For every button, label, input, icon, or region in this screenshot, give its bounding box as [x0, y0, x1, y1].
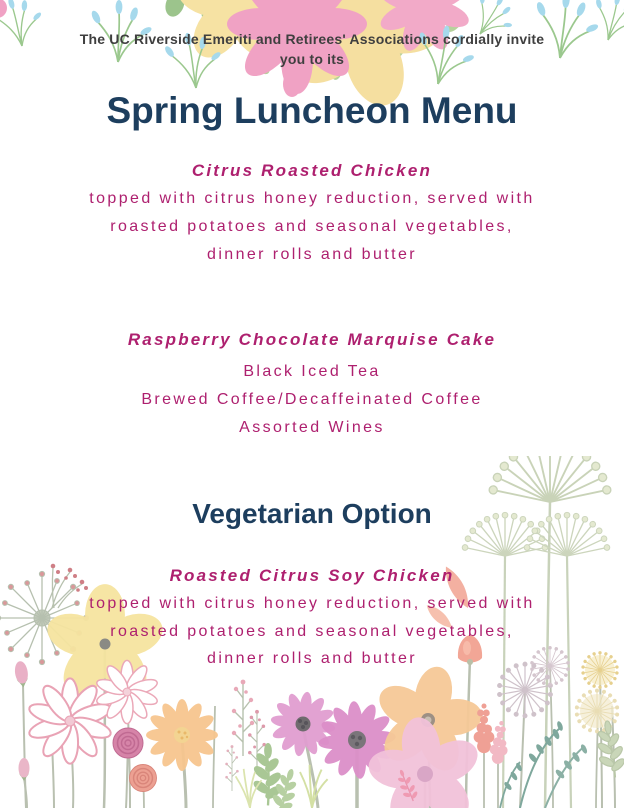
berry-stalk: [225, 745, 238, 791]
drink-item: Black Iced Tea: [243, 363, 381, 380]
rose-flower: [130, 765, 157, 792]
dessert-name: Raspberry Chocolate Marquise Cake: [127, 330, 497, 349]
vegetarian-description-line: dinner rolls and butter: [207, 650, 417, 667]
entree-description-line: topped with citrus honey reduction, served with: [89, 190, 535, 207]
leaf-branch: [268, 766, 303, 808]
drink-item: Brewed Coffee/Decaffeinated Coffee: [141, 391, 483, 408]
entree-description-line: roasted potatoes and seasonal vegetables,: [110, 218, 514, 235]
page-title: Spring Luncheon Menu: [106, 90, 518, 131]
corner-pink-petal: [0, 0, 7, 18]
flower-spike: [488, 720, 510, 765]
rose-flower: [113, 728, 143, 758]
vegetarian-heading: Vegetarian Option: [192, 498, 432, 529]
vegetarian-description-line: topped with citrus honey reduction, served with: [89, 595, 535, 612]
line-daisy: [27, 678, 113, 763]
peach-daisy: [146, 699, 218, 771]
vegetarian-dish-name: Roasted Citrus Soy Chicken: [169, 566, 455, 585]
entree-name: Citrus Roasted Chicken: [191, 161, 433, 180]
pink-bud: [19, 758, 30, 781]
drink-item: Assorted Wines: [239, 419, 385, 436]
vegetarian-description-line: roasted potatoes and seasonal vegetables,: [110, 623, 514, 640]
invite-line-1: The UC Riverside Emeriti and Retirees' Associations cordially invite: [79, 31, 545, 47]
entree-description-line: dinner rolls and butter: [207, 246, 417, 263]
invite-line-2: you to its: [279, 51, 345, 67]
